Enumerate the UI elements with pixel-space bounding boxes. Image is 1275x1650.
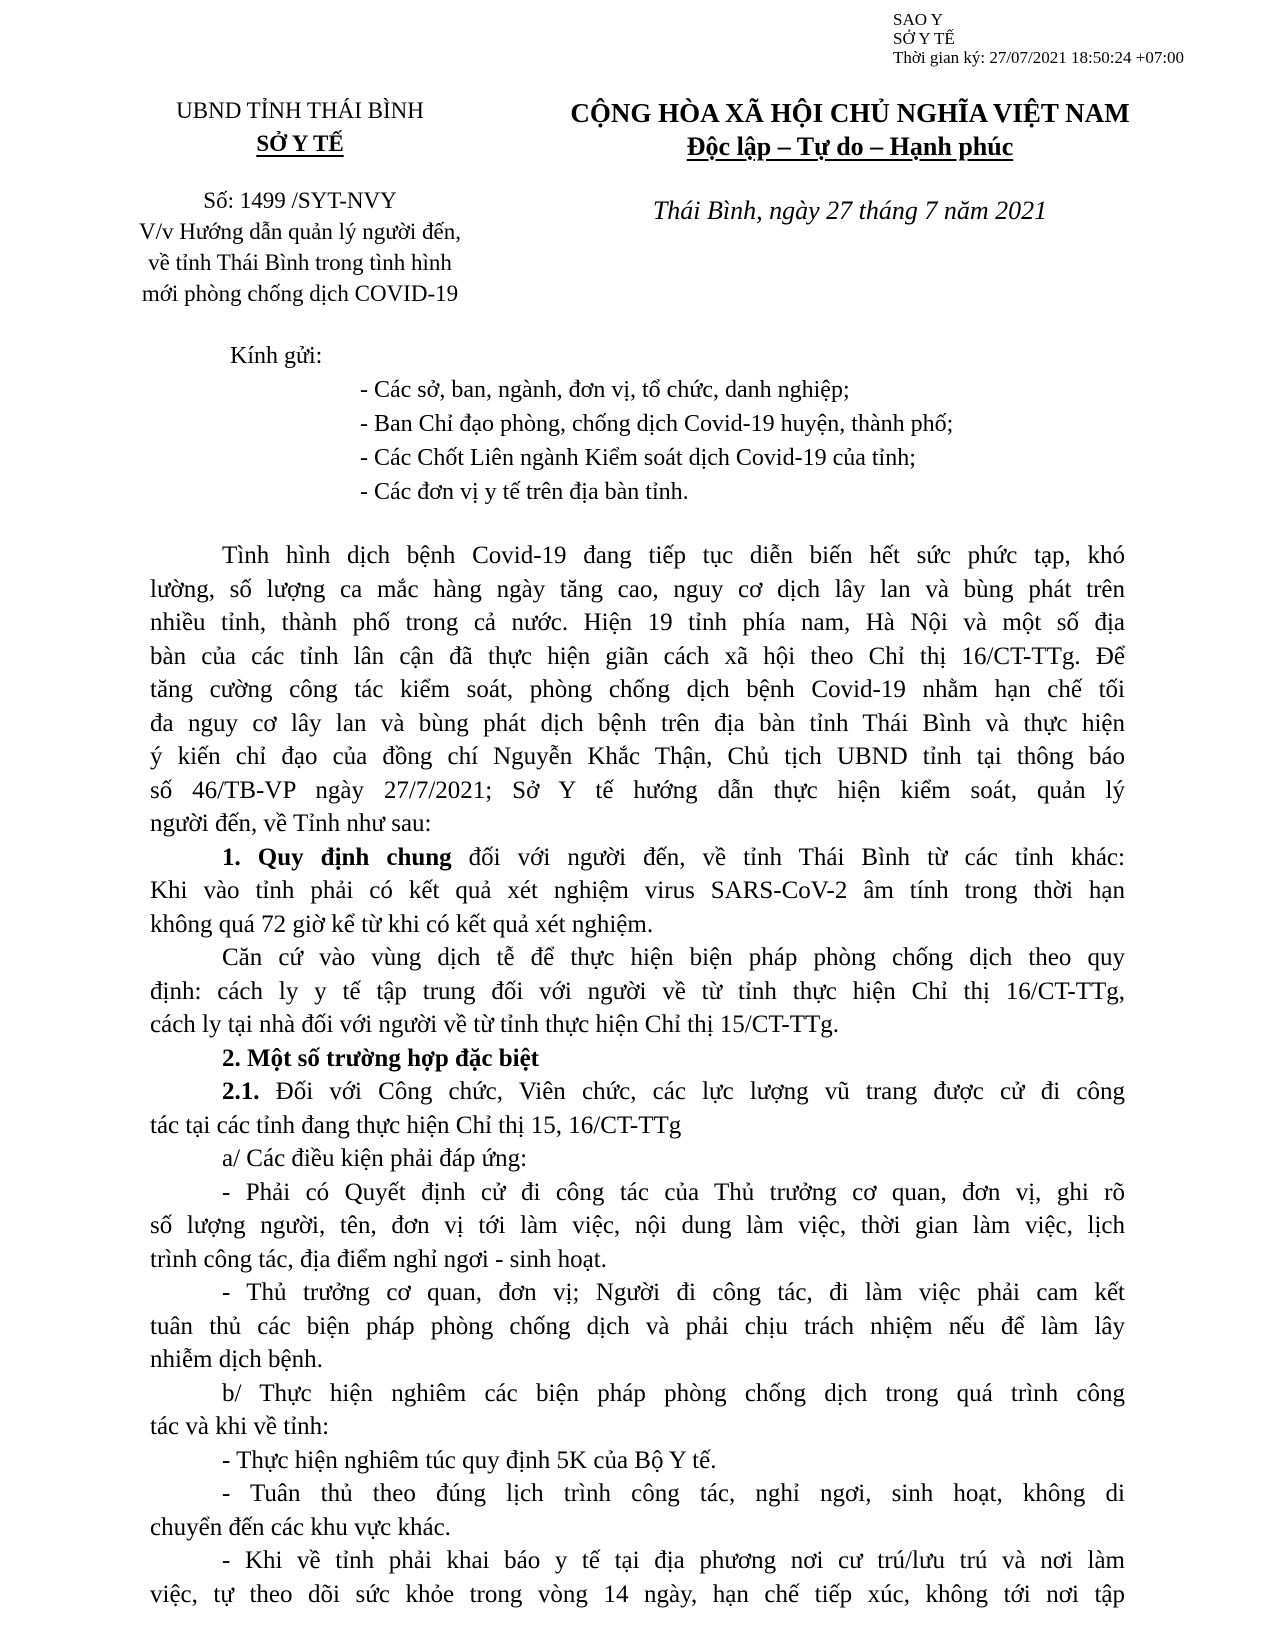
body-line: nhiều tỉnh, thành phố trong cả nước. Hiện 19 tỉnh phía nam, Hà Nội và một số địa [150,609,1125,636]
body-line: - Thủ trưởng cơ quan, đơn vị; Người đi công tác, đi làm việc phải cam kết [222,1279,1125,1306]
issuing-authority: UBND TỈNH THÁI BÌNH [176,98,424,123]
body-line: Căn cứ vào vùng dịch tễ để thực hiện biện pháp phòng chống dịch theo quy [222,944,1125,971]
department-name: SỞ Y TẾ [256,131,344,156]
recipient-item: - Các Chốt Liên ngành Kiểm soát dịch Covid-19 của tỉnh; [360,445,916,471]
section-2-heading: 2. Một số trường hợp đặc biệt [222,1044,539,1072]
body-line: Khi vào tỉnh phải có kết quả xét nghiệm virus SARS-CoV-2 âm tính trong thời hạn [150,877,1125,904]
body-line: nhiễm dịch bệnh. [150,1346,323,1373]
national-motto [500,132,1200,162]
recipient-item: - Ban Chỉ đạo phòng, chống dịch Covid-19 huyện, thành phố; [360,411,954,437]
body-line: tác tại các tỉnh đang thực hiện Chỉ thị 15, 16/CT-TTg [150,1111,682,1139]
national-title: CỘNG HÒA XÃ HỘI CHỦ NGHĨA VIỆT NAM [570,98,1130,128]
body-line: tác và khi về tỉnh: [150,1413,330,1440]
motto-text: Độc lập – Tự do – Hạnh phúc [686,132,1014,161]
body-line: cách ly tại nhà đối với người về từ tỉnh thực hiện Chỉ thị 15/CT-TTg. [150,1011,839,1038]
recipients-label: Kính gửi: [230,343,323,369]
body-line: tuân thủ các biện pháp phòng chống dịch và phải chịu trách nhiệm nếu để làm lây [150,1312,1125,1340]
recipient-item: - Các đơn vị y tế trên địa bàn tỉnh. [360,479,689,505]
section-2-1-line [150,1075,1125,1109]
section-1-line [150,841,1125,875]
body-line: việc, tự theo dõi sức khỏe trong vòng 14 ngày, hạn chế tiếp xúc, không tới nơi tập [150,1580,1125,1608]
place-and-date: Thái Bình, ngày 27 tháng 7 năm 2021 [652,196,1048,225]
section-2-1-number: 2.1. [222,1078,260,1105]
body-line: bàn của các tỉnh lân cận đã thực hiện giãn cách xã hội theo Chỉ thị 16/CT-TTg. Để [150,642,1125,670]
body-line: ý kiến chỉ đạo của đồng chí Nguyễn Khắc Thận, Chủ tịch UBND tỉnh tại thông báo [150,743,1125,770]
subject-line-1: V/v Hướng dẫn quản lý người đến, [138,219,462,244]
body-line: định: cách ly y tế tập trung đối với người về từ tỉnh thực hiện Chỉ thị 16/CT-TTg, [150,977,1125,1005]
section-1-text: đối với người đến, về tỉnh Thái Bình từ các tỉnh khác: [451,843,1125,871]
stamp-line-2: SỞ Y TẾ [893,29,955,48]
body-line: số lượng người, tên, đơn vị tới làm việc, nội dung làm việc, thời gian làm việc, lịch [150,1212,1125,1239]
subject-line-2: về tỉnh Thái Bình trong tình hình [148,250,452,275]
body-line: tăng cường công tác kiểm soát, phòng chống dịch bệnh Covid-19 nhằm hạn chế tối [150,676,1125,703]
body-line: đa nguy cơ lây lan và bùng phát dịch bệnh trên địa bàn tỉnh Thái Bình và thực hiện [150,709,1125,737]
body-line: lường, số lượng ca mắc hàng ngày tăng cao, nguy cơ dịch lây lan và bùng phát trên [150,575,1125,603]
body-line: chuyển đến các khu vực khác. [150,1513,451,1541]
document-number: Số: 1499 /SYT-NVY [203,188,397,213]
sub-heading-b: b/ Thực hiện nghiêm các biện pháp phòng chống dịch trong quá trình công [222,1379,1125,1407]
stamp-line-1: SAO Y [893,10,943,29]
sub-heading-a: a/ Các điều kiện phải đáp ứng: [222,1145,528,1172]
subject-line-3: mới phòng chống dịch COVID-19 [141,281,459,306]
section-1-heading: 1. Quy định chung [222,843,452,871]
recipients-block [230,343,954,505]
body-line: - Phải có Quyết định cử đi công tác của Thủ trưởng cơ quan, đơn vị, ghi rõ [222,1178,1125,1206]
recipient-item: - Các sở, ban, ngành, đơn vị, tổ chức, danh nghiệp; [360,377,850,403]
body-line: số 46/TB-VP ngày 27/7/2021; Sở Y tế hướng dẫn thực hiện kiểm soát, quản lý [150,776,1125,804]
stamp-timestamp: Thời gian ký: 27/07/2021 18:50:24 +07:00 [893,48,1185,67]
body-line: Tình hình dịch bệnh Covid-19 đang tiếp tục diễn biến hết sức phức tạp, khó [222,542,1125,569]
signature-stamp [893,10,1184,67]
body-line: người đến, về Tỉnh như sau: [150,810,432,837]
body-line: trình công tác, địa điểm nghỉ ngơi - sinh hoạt. [150,1245,607,1273]
issuing-department [120,131,480,157]
section-2-1-text: Đối với Công chức, Viên chức, các lực lượng vũ trang được cử đi công [259,1078,1125,1105]
document-body [150,539,1125,1611]
body-line: - Thực hiện nghiêm túc quy định 5K của Bộ Y tế. [222,1446,717,1474]
body-line: không quá 72 giờ kể từ khi có kết quả xét nghiệm. [150,910,654,938]
body-line: - Tuân thủ theo đúng lịch trình công tác, nghỉ ngơi, sinh hoạt, không di [222,1480,1125,1507]
body-line: - Khi về tỉnh phải khai báo y tế tại địa phương nơi cư trú/lưu trú và nơi làm [222,1547,1125,1574]
